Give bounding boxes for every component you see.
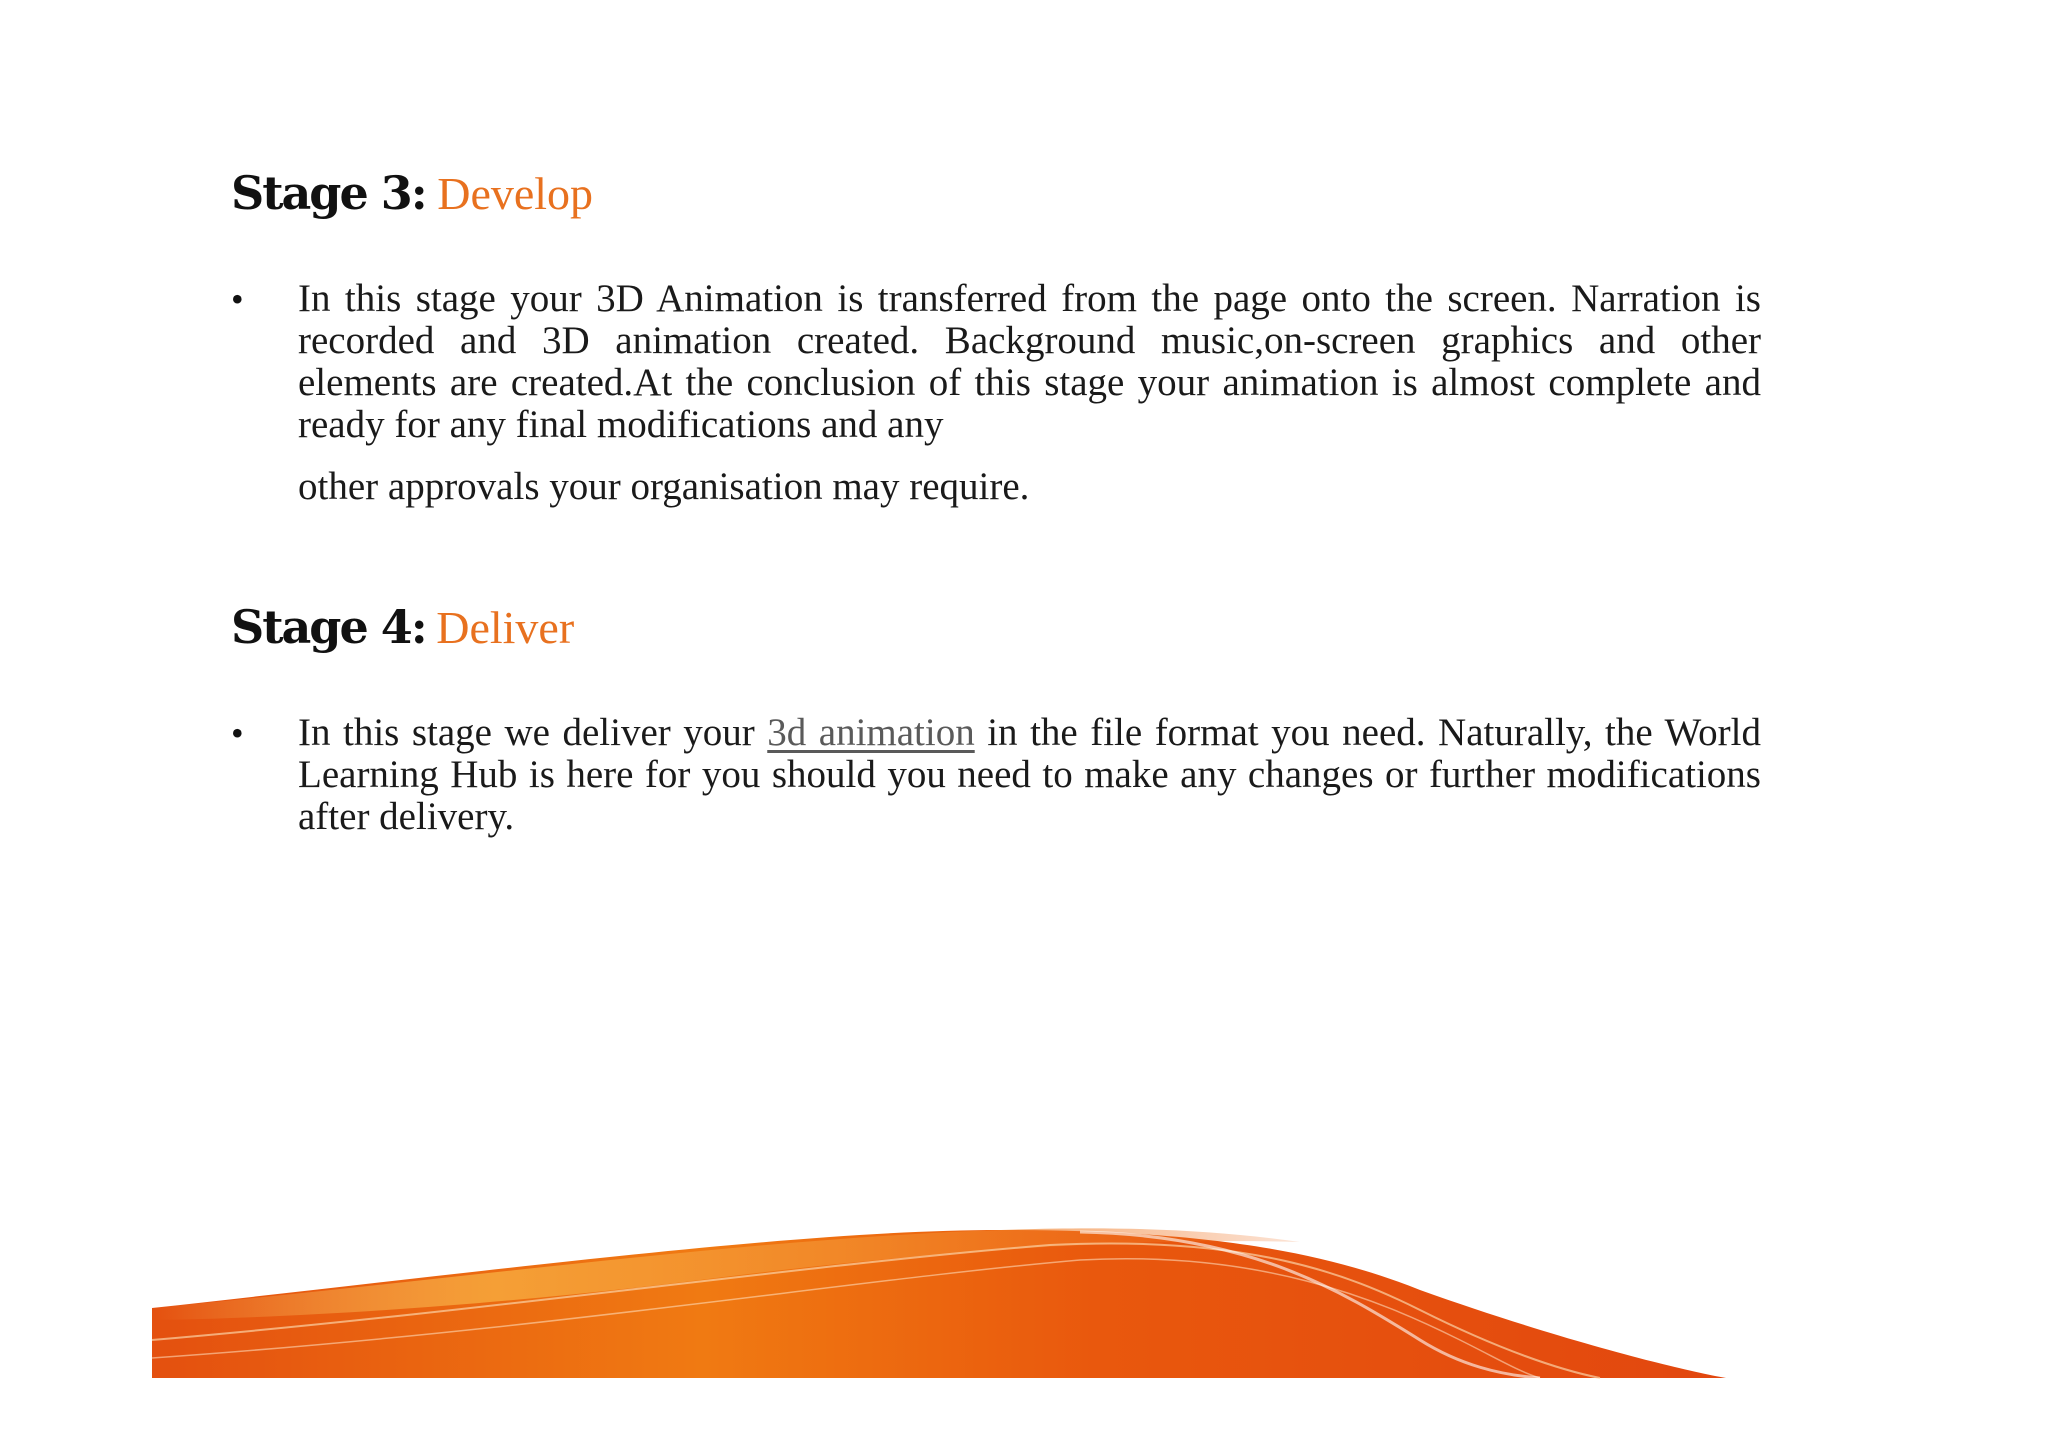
stage3-paragraph xyxy=(298,278,1761,508)
stage3-body: In this stage your 3D Animation is transferred from the page onto the screen. Narration is recorded and 3D animation created. Background music,on-screen graphics and other elements are created.At the conclusion of this stage your animation is almost complete and ready for any final modifications and any xyxy=(298,277,1761,446)
3d-animation-link[interactable]: 3d animation xyxy=(767,711,975,754)
stage3-body-tail: other approvals your organisation may require. xyxy=(298,465,1030,508)
stage4-body-start: In this stage we deliver your xyxy=(298,711,768,754)
stage3-title: Develop xyxy=(437,168,594,219)
stage4-paragraph xyxy=(298,712,1761,838)
stage3-label: Stage 3 xyxy=(231,166,411,220)
stage4-label: Stage 4: xyxy=(231,600,426,654)
stage4-title: Deliver xyxy=(436,602,575,653)
orange-wave-decoration xyxy=(0,1180,2048,1448)
bullet-icon: • xyxy=(231,713,244,753)
stage3-heading xyxy=(231,166,594,220)
stage4-heading xyxy=(231,600,575,654)
stage4-body-end: in the file format you need. Naturally, the World Learning Hub is here for you should you need to make any changes or further modifications after delivery. xyxy=(298,711,1761,838)
bullet-icon: • xyxy=(231,279,244,319)
stage3-separator: : xyxy=(410,166,427,220)
